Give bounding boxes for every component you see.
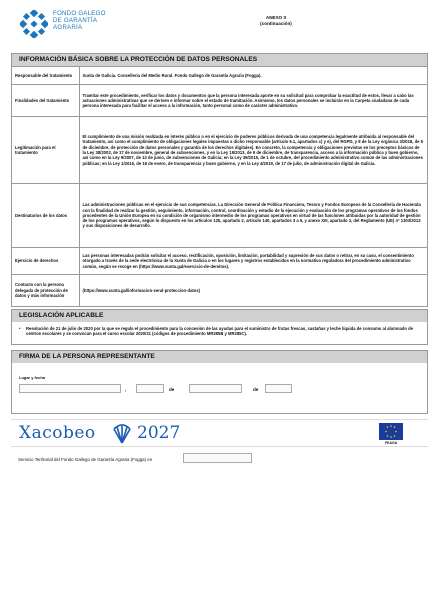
- table-row: [12, 184, 427, 248]
- table-row: [12, 248, 427, 275]
- feaga-label: FEAGA: [385, 441, 398, 445]
- row-label: Destinatarios de los datos: [12, 184, 79, 248]
- row-value: El cumplimiento de una misión realizada en interés público o en el ejercicio de poderes públicos derivada de una competencia legalmente atribuida al responsable del tratamiento, así como el cumplimiento de obligaciones legales impuestas a dicho responsable (artículo 6.1, apartados c) y e), del RGPD, y 8 de la Ley orgánica 3/2018, de 5 de diciembre, de protección de datos personales y garantía de los derechos digitales). En concreto, la competencia y obligaciones previstas en los preceptos básicos de la Ley 38/2003, de 17 de noviembre, general de subvenciones, y en la Ley 19/2013, de 9 de diciembre, de transparencia, acceso a la información pública y buen gobierno, así como en la Ley 9/2007, de 13 de junio, de subvenciones de Galicia; en la Ley 39/2015, de 1 de octubre, del procedimiento administrativo común de las administraciones públicas; en la Ley 1/2016, de 18 de enero, de transparencia y buen gobierno, y en la Ley 4/2019, de 17 de julio, de administración digital de Galicia.: [79, 117, 427, 184]
- scallop-shell-icon: [111, 423, 133, 445]
- row-value: Tramitar este procedimiento, verificar los datos y documentos que la persona interesada aporte en su solicitud para comprobar la exactitud de estos, llevar a cabo las actuaciones administrativas que se deriven e informar sobre el estado de tramitación. Asimismo, los datos personales se incluirán en la Carpeta ciudadana de cada persona interesada para facilitar el acceso a la información, tanto personal como de carácter administrativo.: [79, 85, 427, 117]
- place-date-label: Lugar y fecha: [19, 375, 46, 380]
- row-label: Contacto con la persona delegada de protección de datos y más información: [12, 275, 79, 306]
- org-line-3: AGRARIA: [53, 24, 83, 31]
- brand-bar: [11, 419, 428, 447]
- row-label: Responsable del tratamiento: [12, 67, 79, 85]
- de-separator: de: [169, 387, 175, 392]
- annex-heading: [252, 15, 300, 27]
- table-row: [12, 117, 427, 184]
- place-input[interactable]: [19, 384, 121, 393]
- annex-subtitle: (continuación): [260, 21, 292, 26]
- eu-flag-icon: [379, 423, 403, 440]
- table-row: [12, 275, 427, 306]
- day-input[interactable]: [136, 384, 164, 393]
- month-input[interactable]: [189, 384, 242, 393]
- table-row: [12, 85, 427, 117]
- fogga-logo: [20, 10, 170, 50]
- row-value: Xunta de Galicia. Consellería del Medio Rural. Fondo Gallego de Garantía Agraria (Fogga).: [79, 67, 427, 85]
- firma-title: FIRMA DE LA PERSONA REPRESENTANTE: [12, 351, 427, 363]
- data-protection-section: [11, 53, 428, 307]
- row-value: Las administraciones públicas en el ejercicio de sus competencias. La Dirección General de Política Financiera, Tesoro y Fondos Europeos de la Consellería de Hacienda con la finalidad de realizar la gestión, seguimiento, información, control, coordinación y estudio de la ejecución y evaluación de los programas operativos de los fondos procedentes de la Unión Europea en su condición de organismo intermedio de los programas operativos en virtud de las funciones atribuidas por la autoridad de gestión de los programas operativos, según lo dispuesto en los artículos 125, apartado 2, artículo 140, apartados 3 a 5, y anexo XIII, apartado 3, del Reglamento (UE) nº 1303/2013 y sus disposiciones de desarrollo.: [79, 184, 427, 248]
- year-input[interactable]: [265, 384, 292, 393]
- xacobeo-year: 2027: [137, 423, 181, 443]
- row-label: Finalidades del tratamiento: [12, 85, 79, 117]
- galicia-cross-icon: [20, 10, 48, 38]
- row-label: Ejercicio de derechos: [12, 248, 79, 275]
- annex-title: ANEXO II: [265, 15, 287, 20]
- footer-text: Servicio Territorial del Fondo Gallego de Garantía Agraria (Fogga) en: [18, 457, 153, 462]
- row-label: Legitimación para el tratamiento: [12, 117, 79, 184]
- data-protection-title: INFORMACIÓN BÁSICA SOBRE LA PROTECCIÓN DE DATOS PERSONALES: [12, 54, 427, 66]
- org-line-1: FONDO GALEGO: [53, 10, 106, 17]
- legislacion-title: LEGISLACIÓN APLICABLE: [12, 310, 427, 322]
- table-row: [12, 67, 427, 85]
- row-value[interactable]: (https://www.xunta.gal/informacion-xeral-proteccion-datos): [79, 275, 427, 306]
- xacobeo-logo-text: Xacobeo: [19, 423, 96, 443]
- data-protection-table: [12, 66, 427, 306]
- comma-separator: ,: [125, 387, 127, 392]
- de-separator: de: [253, 387, 259, 392]
- header: [20, 10, 420, 50]
- org-name: [53, 10, 106, 50]
- row-value: Las personas interesadas podrán solicitar el acceso, rectificación, oposición, limitación, portabilidad y supresión de sus datos o retirar, en su caso, el consentimiento otorgado a través de la sede electrónica de la Xunta de Galicia o en los lugares y registros establecidos en la normativa reguladora del procedimiento administrativo común, según se recoge en (https://www.xunta.gal/exercicio-de-dereitos).: [79, 248, 427, 275]
- legislacion-section: [11, 309, 428, 345]
- legislacion-item: • Resolución de 21 de julio de 2020 por la que se regula el procedimiento para la concesión de las ayudas para el suministro de frutas frescas, castañas y leche líquida de consumo al alumnado de centros escolares y se convocan para el curso escolar 2020/21 (códigos de procedimiento MR285B y MR285C).: [12, 322, 427, 339]
- firma-section: [11, 350, 428, 414]
- org-line-2: DE GARANTÍA: [53, 17, 98, 24]
- fogga-service-input[interactable]: [183, 453, 252, 463]
